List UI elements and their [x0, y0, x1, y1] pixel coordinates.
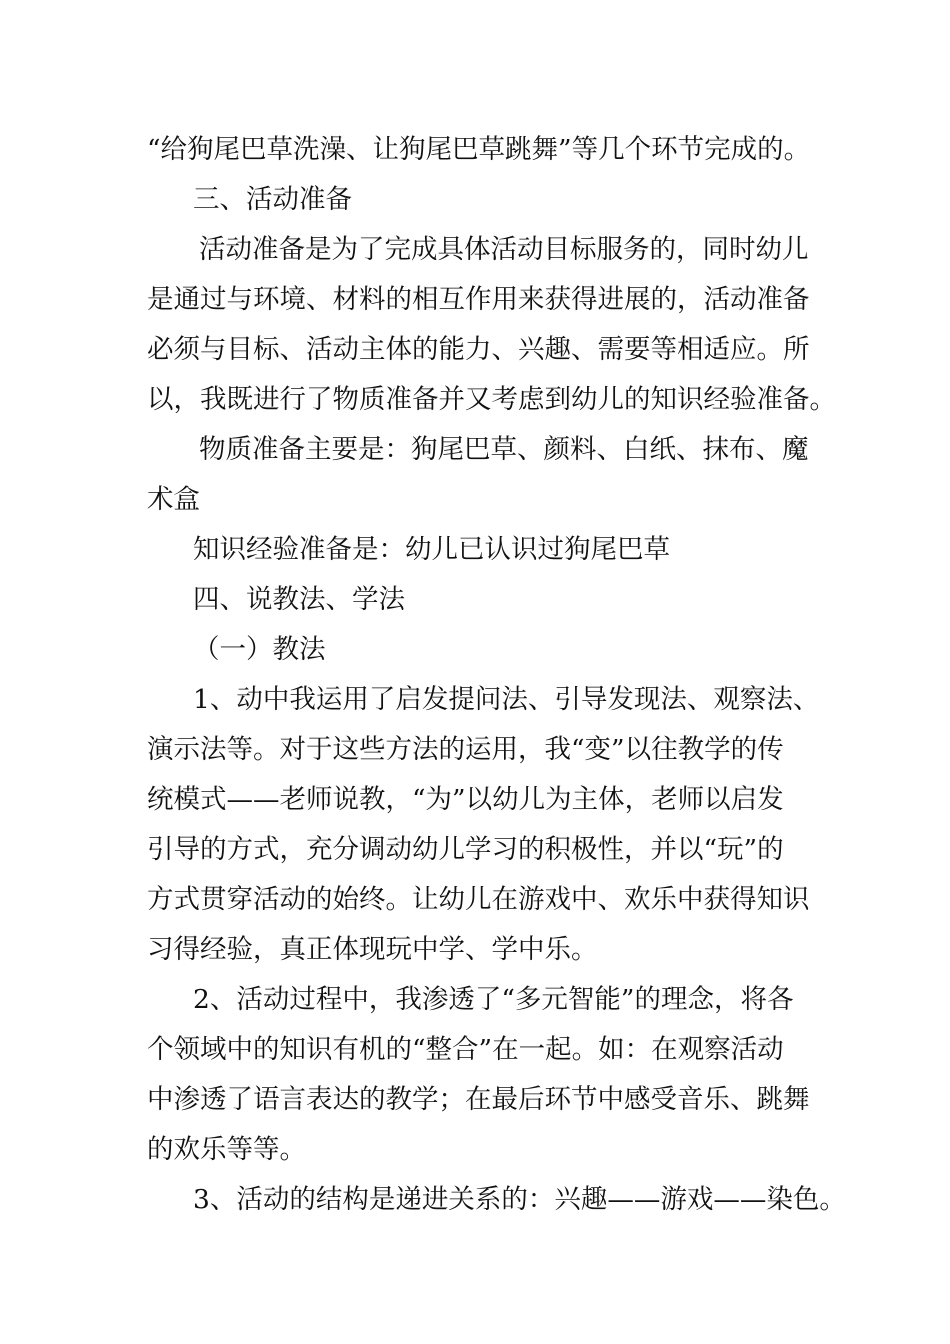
- paragraph-line: 3、活动的结构是递进关系的：兴趣——游戏——染色。: [193, 1184, 846, 1215]
- paragraph-line: 个领域中的知识有机的“整合”在一起。如：在观察活动: [147, 1034, 784, 1065]
- paragraph-line: 统模式——老师说教，“为”以幼儿为主体，老师以启发: [147, 784, 784, 815]
- paragraph-line: 引导的方式，充分调动幼儿学习的积极性，并以“玩”的: [147, 834, 784, 865]
- paragraph-line: 的欢乐等等。: [147, 1134, 306, 1165]
- section-heading: 三、活动准备: [193, 184, 352, 215]
- paragraph-line: 是通过与环境、材料的相互作用来获得进展的，活动准备: [147, 284, 810, 315]
- paragraph-line: 习得经验，真正体现玩中学、学中乐。: [147, 934, 598, 965]
- paragraph-line: 知识经验准备是：幼儿已认识过狗尾巴草: [193, 534, 670, 565]
- paragraph-line: 2、活动过程中，我渗透了“多元智能”的理念，将各: [193, 984, 794, 1015]
- paragraph-line: 必须与目标、活动主体的能力、兴趣、需要等相适应。所: [147, 334, 810, 365]
- section-heading: 四、说教法、学法: [193, 584, 405, 615]
- subsection-heading: （一）教法: [193, 634, 326, 665]
- paragraph-line: 演示法等。对于这些方法的运用，我“变”以往教学的传: [147, 734, 784, 765]
- paragraph-line: 方式贯穿活动的始终。让幼儿在游戏中、欢乐中获得知识: [147, 884, 810, 915]
- paragraph-line: 活动准备是为了完成具体活动目标服务的，同时幼儿: [199, 234, 809, 265]
- paragraph-line: 中渗透了语言表达的教学；在最后环节中感受音乐、跳舞: [147, 1084, 810, 1115]
- paragraph-line: 术盒: [147, 484, 200, 515]
- paragraph-line: 物质准备主要是：狗尾巴草、颜料、白纸、抹布、魔: [199, 434, 809, 465]
- paragraph-line: 1、动中我运用了启发提问法、引导发现法、观察法、: [193, 684, 820, 715]
- paragraph-line: “给狗尾巴草洗澡、让狗尾巴草跳舞”等几个环节完成的。: [147, 134, 811, 165]
- paragraph-line: 以，我既进行了物质准备并又考虑到幼儿的知识经验准备。: [147, 384, 836, 415]
